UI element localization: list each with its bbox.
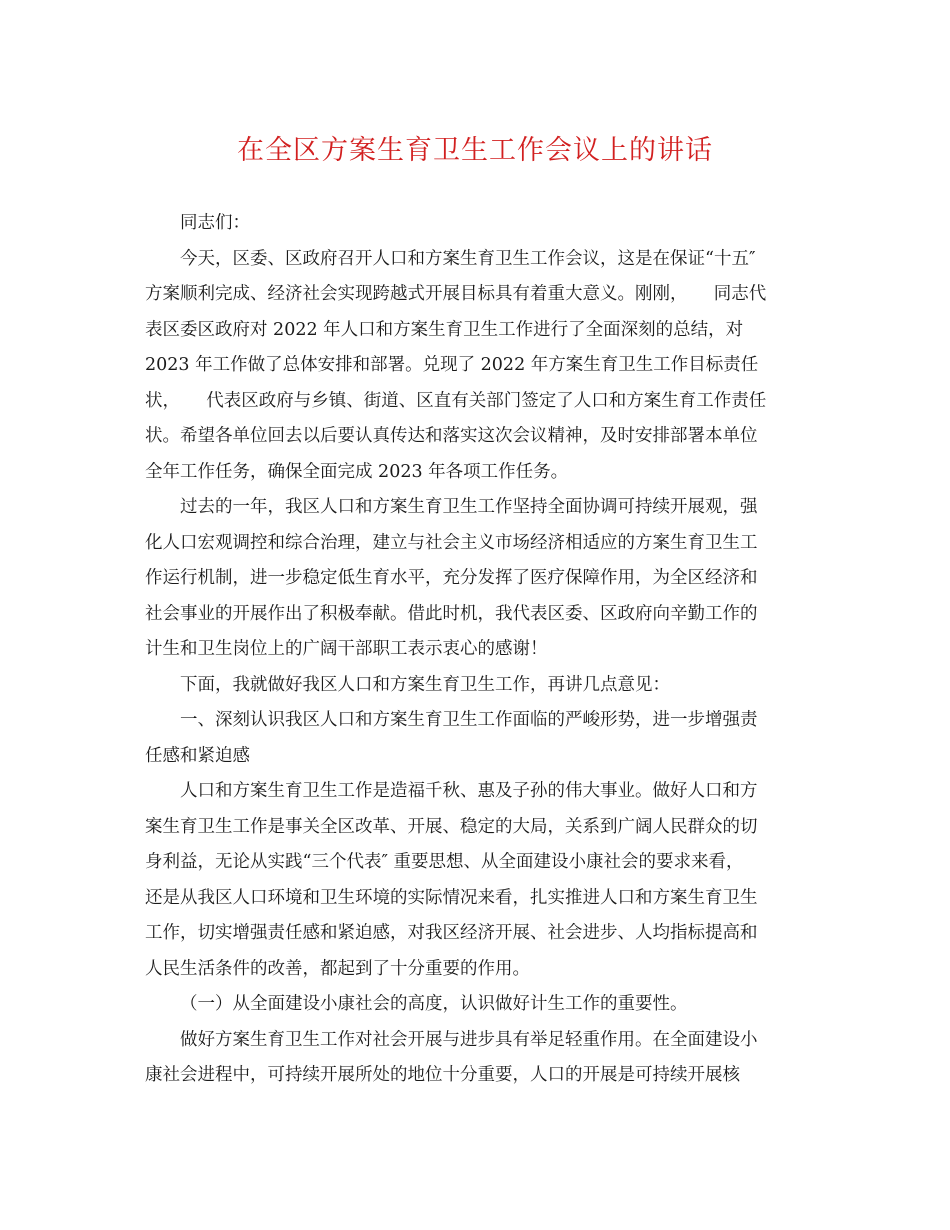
paragraph-line: 下面，我就做好我区人口和方案生育卫生工作，再讲几点意见： <box>180 674 670 695</box>
document-title: 在全区方案生育卫生工作会议上的讲话 <box>237 135 713 166</box>
paragraph-line: 作运行机制，进一步稳定低生育水平，充分发挥了医疗保障作用，为全区经济和 <box>145 568 758 588</box>
paragraph-line: 社会事业的开展作出了积极奉献。借此时机，我代表区委、区政府向辛勤工作的 <box>145 603 758 624</box>
paragraph-line: 过去的一年，我区人口和方案生育卫生工作坚持全面协调可持续开展观，强 <box>180 497 758 517</box>
paragraph-line: 表区委区政府对 2022 年人口和方案生育卫生工作进行了全面深刻的总结，对 <box>145 319 744 340</box>
paragraph-line: 今天，区委、区政府召开人口和方案生育卫生工作会议，这是在保证“十五″ <box>180 248 756 269</box>
paragraph-line: 工作，切实增强责任感和紧迫感，对我区经济开展、社会进步、人均指标提高和 <box>145 923 758 943</box>
section-heading-line: 任感和紧迫感 <box>145 745 250 766</box>
paragraph-line: 2023 年工作做了总体安排和部署。兑现了 2022 年方案生育卫生工作目标责任 <box>145 355 759 375</box>
salutation-line: 同志们： <box>180 213 250 233</box>
paragraph-line: 案生育卫生工作是事关全区改革、开展、稳定的大局，关系到广阔人民群众的切 <box>145 816 758 837</box>
paragraph-line: 计生和卫生岗位上的广阔干部职工表示衷心的感谢！ <box>145 639 548 659</box>
paragraph-line: 身利益，无论从实践“三个代表″ 重要思想、从全面建设小康社会的要求来看， <box>145 852 744 872</box>
paragraph-line: 人口和方案生育卫生工作是造福千秋、惠及子孙的伟大事业。做好人口和方 <box>180 781 758 801</box>
paragraph-line: 状。希望各单位回去以后要认真传达和落实这次会议精神，及时安排部署本单位 <box>145 426 758 446</box>
subsection-heading-line: （一）从全面建设小康社会的高度，认识做好计生工作的重要性。 <box>180 994 688 1014</box>
paragraph-line: 化人口宏观调控和综合治理，建立与社会主义市场经济相适应的方案生育卫生工 <box>145 532 758 553</box>
section-heading-line: 一、深刻认识我区人口和方案生育卫生工作面临的严峻形势，进一步增强责 <box>180 710 758 730</box>
paragraph-line: 全年工作任务，确保全面完成 2023 年各项工作任务。 <box>145 461 569 482</box>
paragraph-line: 状， 代表区政府与乡镇、街道、区直有关部门签定了人口和方案生育工作责任 <box>145 390 767 411</box>
paragraph-line: 人民生活条件的改善，都起到了十分重要的作用。 <box>145 958 530 979</box>
document-body <box>145 206 810 1094</box>
paragraph-line: 康社会进程中，可持续开展所处的地位十分重要，人口的开展是可持续开展核 <box>145 1065 740 1085</box>
paragraph-line: 方案顺利完成、经济社会实现跨越式开展目标具有着重大意义。刚刚， 同志代 <box>145 284 767 304</box>
paragraph-line: 做好方案生育卫生工作对社会开展与进步具有举足轻重作用。在全面建设小 <box>180 1029 758 1050</box>
paragraph-line: 还是从我区人口环境和卫生环境的实际情况来看，扎实推进人口和方案生育卫生 <box>145 887 758 908</box>
